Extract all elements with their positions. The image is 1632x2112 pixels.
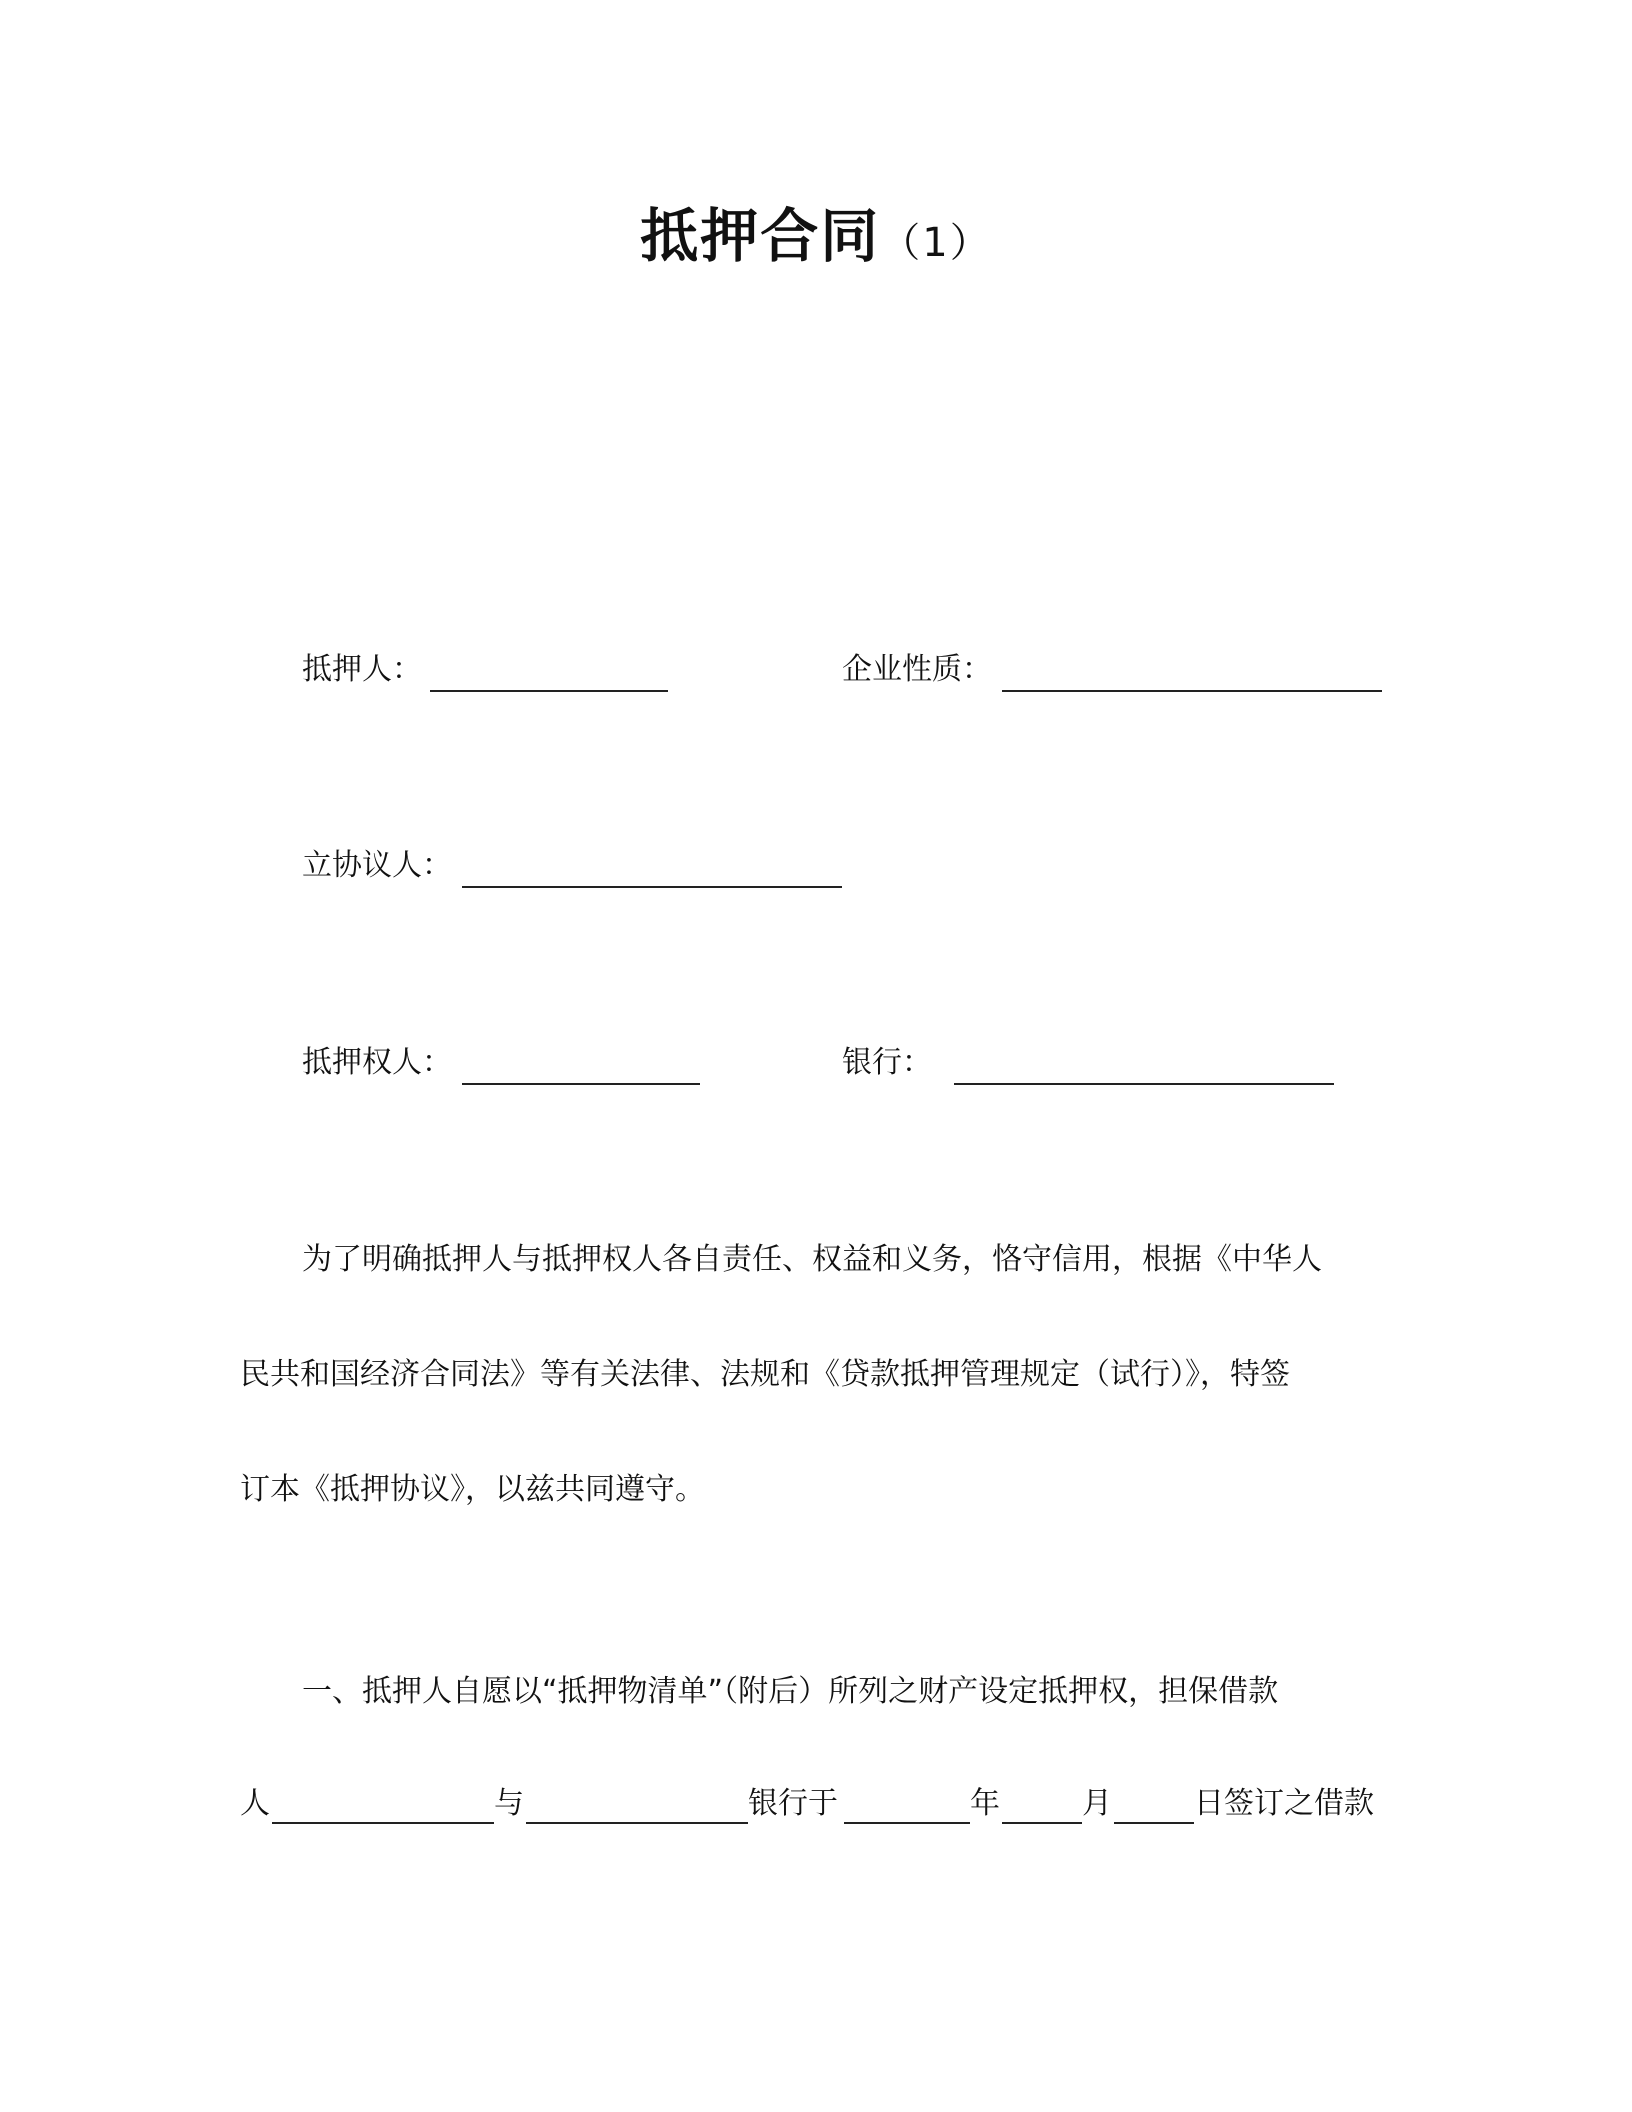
clause1-month-label: 月 — [1082, 1786, 1112, 1821]
bank-blank — [954, 1083, 1334, 1085]
title-suffix: （1） — [880, 220, 992, 266]
agreement-party-blank — [462, 886, 842, 888]
preamble-line-1: 为了明确抵押人与抵押权人各自责任、权益和义务，恪守信用，根据《中华人 — [302, 1242, 1322, 1277]
clause1-year-blank — [844, 1822, 970, 1824]
bank-label: 银行： — [842, 1045, 932, 1080]
mortgagor-blank — [430, 690, 668, 692]
enterprise-nature-label: 企业性质： — [842, 652, 992, 687]
clause1-line-1: 一、抵押人自愿以“抵押物清单”（附后）所列之财产设定抵押权，担保借款 — [302, 1674, 1279, 1709]
clause1-bank-name-blank — [526, 1822, 748, 1824]
preamble-line-2: 民共和国经济合同法》等有关法律、法规和《贷款抵押管理规定（试行）》，特签 — [240, 1357, 1290, 1392]
mortgagor-label: 抵押人： — [302, 652, 422, 687]
clause1-day-blank — [1114, 1822, 1194, 1824]
title-text: 抵押合同 — [640, 202, 881, 270]
agreement-party-label: 立协议人： — [302, 848, 452, 883]
clause1-borrower-label: 人 — [240, 1786, 270, 1821]
enterprise-nature-blank — [1002, 690, 1382, 692]
clause1-day-signed-label: 日签订之借款 — [1194, 1786, 1374, 1821]
document-title — [0, 196, 1632, 283]
mortgagee-label: 抵押权人： — [302, 1045, 452, 1080]
clause1-with-label: 与 — [494, 1786, 524, 1821]
clause1-month-blank — [1002, 1822, 1082, 1824]
clause1-bank-on-label: 银行于 — [748, 1786, 838, 1821]
preamble-line-3: 订本《抵押协议》，以兹共同遵守。 — [240, 1472, 705, 1507]
clause1-year-label: 年 — [970, 1786, 1000, 1821]
clause1-borrower-blank — [272, 1822, 494, 1824]
mortgagee-blank — [462, 1083, 700, 1085]
